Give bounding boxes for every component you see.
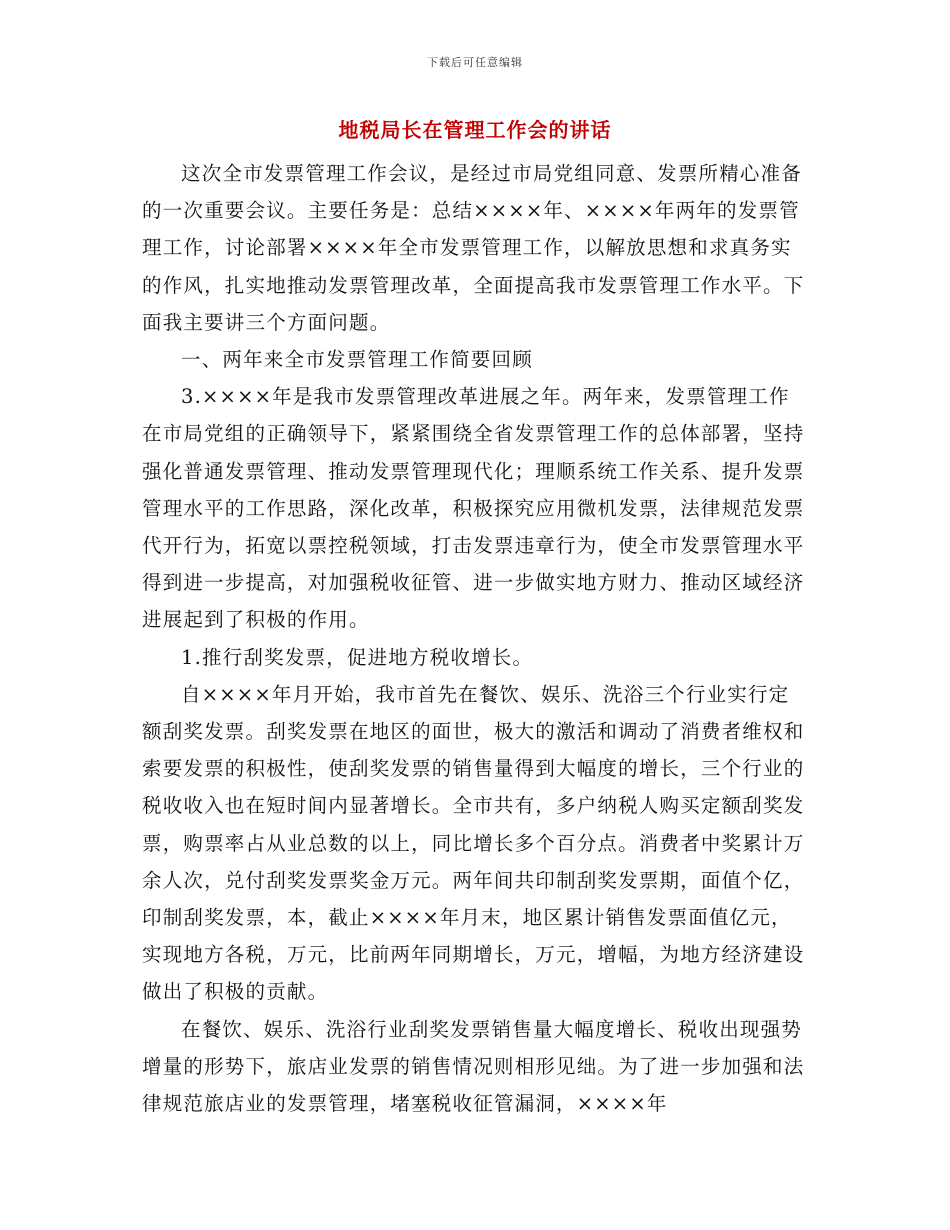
paragraph-hotel-invoice: 在餐饮、娱乐、洗浴行业刮奖发票销售量大幅度增长、税收出现强势增量的形势下，旅店业发票的销售情况则相形见绌。为了进一步加强和法律规范旅店业的发票管理，堵塞税收征管漏洞，××××年 — [142, 1017, 805, 1116]
document-body — [142, 155, 808, 1122]
section-heading-1: 一、两年来全市发票管理工作简要回顾 — [181, 348, 533, 372]
subheading-1: 1.推行刮奖发票，促进地方税收增长。 — [181, 645, 534, 669]
header-note: 下载后可任意编辑 — [427, 56, 523, 69]
paragraph-intro: 这次全市发票管理工作会议，是经过市局党组同意、发票所精心准备的一次重要会议。主要任务是：总结××××年、××××年两年的发票管理工作，讨论部署××××年全市发票管理工作，以解放思想和求真务实的作风，扎实地推动发票管理改革，全面提高我市发票管理工作水平。下面我主要讲三个方面问题。 — [142, 162, 805, 334]
document-title: 地税局长在管理工作会的讲话 — [338, 118, 612, 142]
paragraph-lottery-invoice: 自××××年月开始，我市首先在餐饮、娱乐、洗浴三个行业实行定额刮奖发票。刮奖发票在地区的面世，极大的激活和调动了消费者维权和索要发票的积极性，使刮奖发票的销售量得到大幅度的增长，三个行业的税收收入也在短时间内显著增长。全市共有，多户纳税人购买定额刮奖发票，购票率占从业总数的以上，同比增长多个百分点。消费者中奖累计万余人次，兑付刮奖发票奖金万元。两年间共印制刮奖发票期，面值个亿，印制刮奖发票，本，截止××××年月末，地区累计销售发票面值亿元，实现地方各税，万元，比前两年同期增长，万元，增幅，为地方经济建设做出了积极的贡献。 — [142, 682, 805, 1004]
paragraph-review: 3.××××年是我市发票管理改革进展之年。两年来，发票管理工作在市局党组的正确领导下，紧紧围绕全省发票管理工作的总体部署，坚持强化普通发票管理、推动发票管理现代化；理顺系统工作关系、提升发票管理水平的工作思路，深化改革，积极探究应用微机发票，法律规范发票代开行为，拓宽以票控税领域，打击发票违章行为，使全市发票管理水平得到进一步提高，对加强税收征管、进一步做实地方财力、推动区域经济进展起到了积极的作用。 — [142, 385, 805, 632]
